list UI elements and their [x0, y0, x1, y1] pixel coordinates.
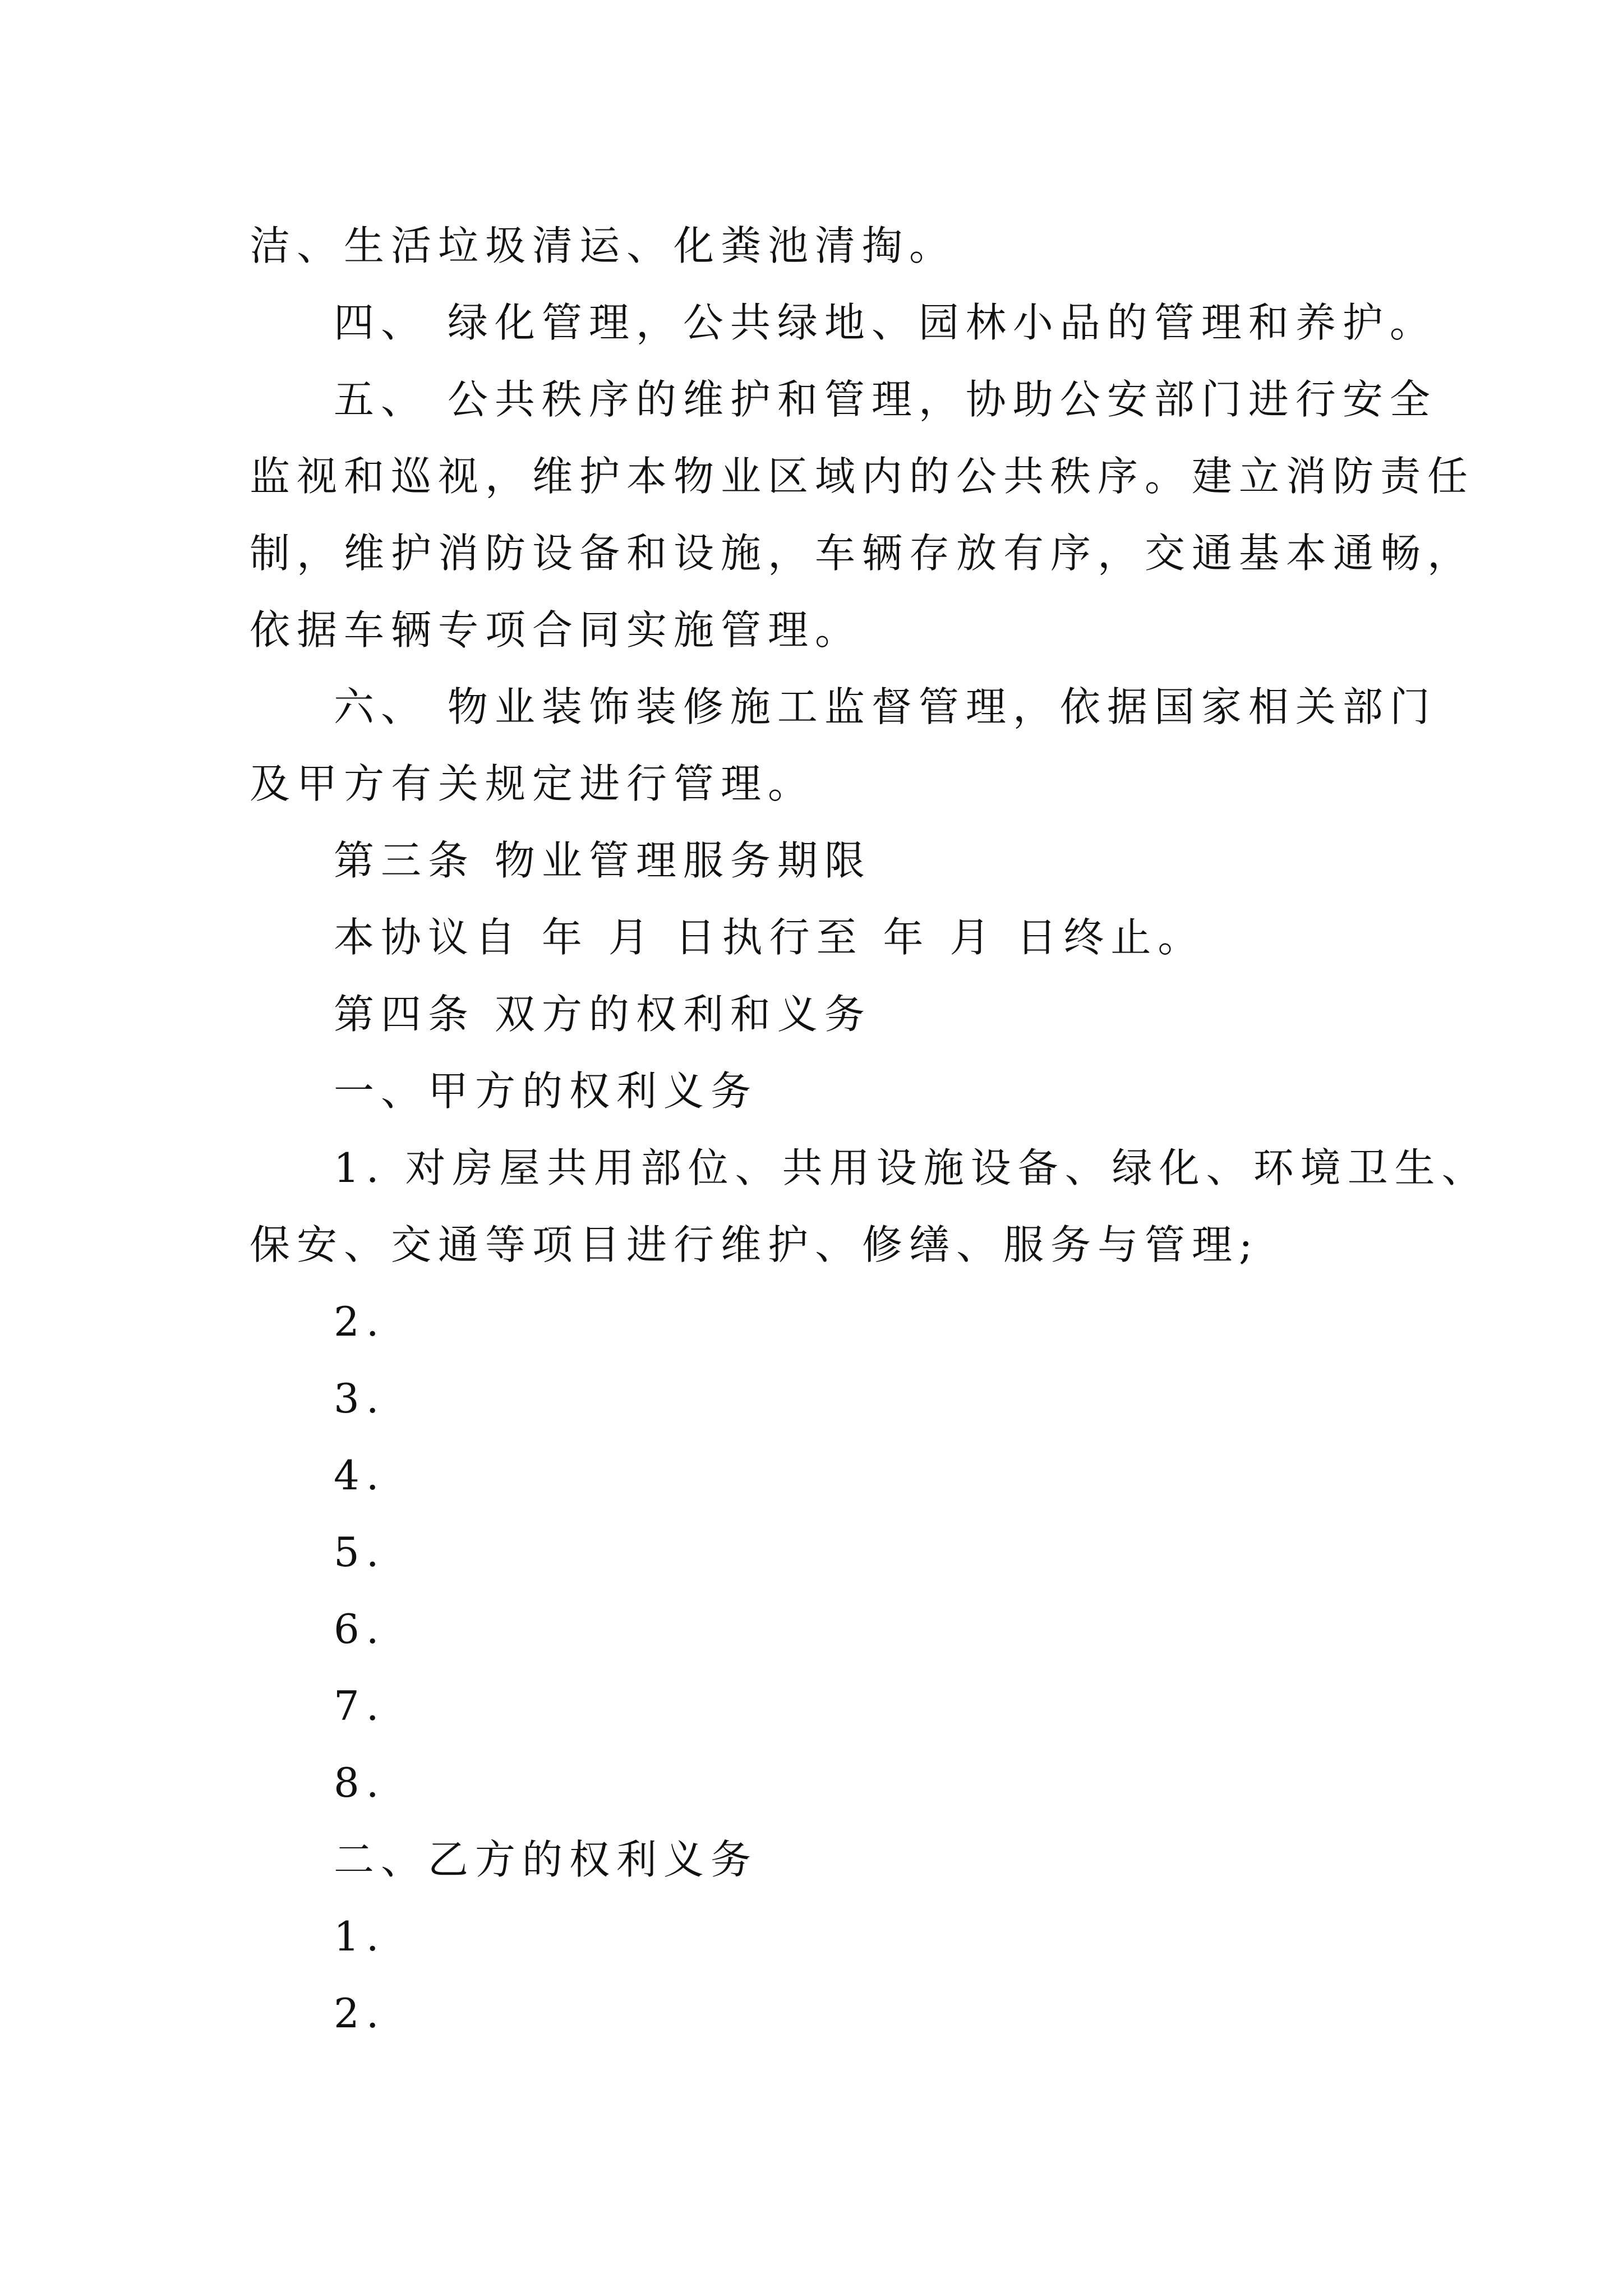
- list-item: 1. 对房屋共用部位、共用设施设备、绿化、环境卫生、: [334, 1144, 1489, 1191]
- paragraph-line: 制，维护消防设备和设施，车辆存放有序，交通基本通畅，: [250, 530, 1475, 577]
- subsection-heading: 一、甲方的权利义务: [334, 1068, 758, 1115]
- paragraph-line: 本协议自 年 月 日执行至 年 月 日终止。: [334, 914, 1205, 961]
- paragraph-line: 保安、交通等项目进行维护、修缮、服务与管理;: [250, 1221, 1260, 1268]
- paragraph-line: 及甲方有关规定进行管理。: [250, 760, 815, 807]
- paragraph-line: 六、 物业装饰装修施工监督管理，依据国家相关部门: [334, 683, 1437, 730]
- paragraph-line: 依据车辆专项合同实施管理。: [250, 606, 863, 654]
- subsection-heading: 二、乙方的权利义务: [334, 1836, 758, 1883]
- list-item: 2.: [334, 1298, 386, 1345]
- paragraph-line: 监视和巡视，维护本物业区域内的公共秩序。建立消防责任: [250, 453, 1475, 500]
- document-body: [250, 208, 1489, 2052]
- paragraph-line: 五、 公共秩序的维护和管理，协助公安部门进行安全: [334, 376, 1437, 423]
- list-item: 7.: [334, 1682, 386, 1729]
- list-item: 4.: [334, 1452, 386, 1499]
- list-item: 8.: [334, 1759, 386, 1806]
- list-item: 1.: [334, 1913, 386, 1960]
- paragraph-line: 洁、生活垃圾清运、化粪池清掏。: [250, 222, 957, 269]
- list-item: 5.: [334, 1529, 386, 1576]
- section-heading: 第三条 物业管理服务期限: [334, 837, 872, 884]
- section-heading: 第四条 双方的权利和义务: [334, 991, 872, 1038]
- list-item: 3.: [334, 1375, 386, 1422]
- paragraph-line: 四、 绿化管理，公共绿地、园林小品的管理和养护。: [334, 299, 1437, 346]
- list-item: 2.: [334, 1990, 386, 2037]
- list-item: 6.: [334, 1605, 386, 1653]
